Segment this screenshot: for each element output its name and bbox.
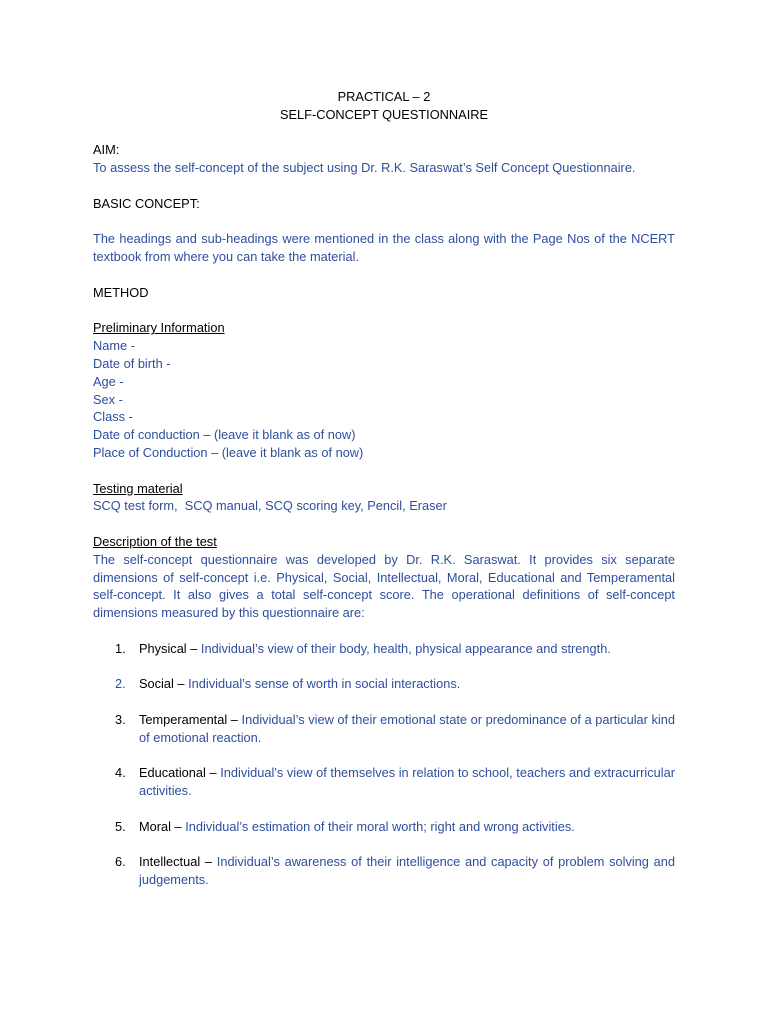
dimension-dash: – [227, 711, 242, 727]
dimension-definition: Individual’s view of their body, health, physical appearance and strength. [200, 640, 611, 656]
dimension-number: 1. [115, 640, 126, 656]
practical-number: PRACTICAL – 2 [337, 89, 431, 104]
dimension-term: Educational [139, 765, 206, 781]
dimension-number: 2. [115, 676, 126, 692]
method-heading: METHOD [93, 284, 149, 300]
document-content [93, 88, 675, 907]
field-sex: Sex - [93, 391, 123, 407]
dimension-dash: – [173, 676, 189, 692]
dimension-term: Moral [139, 818, 171, 834]
document-title: SELF-CONCEPT QUESTIONNAIRE [279, 106, 489, 122]
dimension-item-moral [93, 818, 675, 836]
dimension-number: 4. [115, 765, 126, 781]
dimension-dash: – [200, 854, 217, 870]
dimension-term: Temperamental [139, 711, 228, 727]
dimension-list [93, 640, 675, 889]
description-text: The self-concept questionnaire was developed by Dr. R.K. Saraswat. It provides six separate dimensions of self-concept i.e. Physical, Social, Intellectual, Moral, Educational and Temperamental self-concept. It also gives a total self-concept score. The operational definitions of self-concept dimensions measured by this questionnaire are: [93, 551, 675, 621]
dimension-term: Social [139, 676, 174, 692]
dimension-item-temperamental [93, 711, 675, 747]
dimension-definition: Individual’s sense of worth in social interactions. [188, 676, 461, 692]
dimension-definition: Individual’s estimation of their moral worth; right and wrong activities. [185, 818, 575, 834]
basic-concept-heading: BASIC CONCEPT: [93, 195, 200, 211]
dimension-item-social [93, 675, 675, 693]
dimension-definition: Individual’s awareness of their intelligence and capacity of problem solving and judgements. [139, 854, 675, 888]
aim-text: To assess the self-concept of the subject using Dr. R.K. Saraswat’s Self Concept Questionnaire. [93, 160, 636, 176]
dimension-dash: – [171, 818, 186, 834]
field-place-of-conduction: Place of Conduction – (leave it blank as of now) [93, 444, 364, 460]
dimension-item-educational [93, 764, 675, 800]
dimension-term: Intellectual [139, 854, 201, 870]
field-name: Name - [93, 338, 135, 354]
aim-heading: AIM: [93, 142, 120, 158]
testing-material-heading: Testing material [93, 480, 183, 496]
preliminary-fields [93, 337, 675, 462]
dimension-dash: – [186, 640, 201, 656]
dimension-definition: Individual’s view of their emotional state or predominance of a particular kind of emotional reaction. [139, 711, 675, 745]
dimension-item-intellectual [93, 853, 675, 889]
dimension-term: Physical [139, 640, 187, 656]
basic-concept-text: The headings and sub-headings were mentioned in the class along with the Page Nos of the NCERT textbook from where you can take the material. [93, 231, 675, 265]
preliminary-heading: Preliminary Information [93, 320, 225, 336]
dimension-item-physical [93, 640, 675, 658]
dimension-number: 5. [115, 818, 126, 834]
testing-material-text: SCQ test form, SCQ manual, SCQ scoring key, Pencil, Eraser [93, 498, 447, 514]
field-date-of-conduction: Date of conduction – (leave it blank as of now) [93, 427, 356, 443]
dimension-number: 3. [115, 711, 126, 727]
dimension-number: 6. [115, 854, 126, 870]
dimension-dash: – [205, 765, 221, 781]
field-date-of-birth: Date of birth - [93, 355, 171, 371]
field-age: Age - [93, 373, 124, 389]
dimension-definition: Individual’s view of themselves in relation to school, teachers and extracurricular activities. [139, 765, 675, 799]
description-heading: Description of the test [93, 533, 217, 549]
field-class: Class - [93, 409, 133, 425]
